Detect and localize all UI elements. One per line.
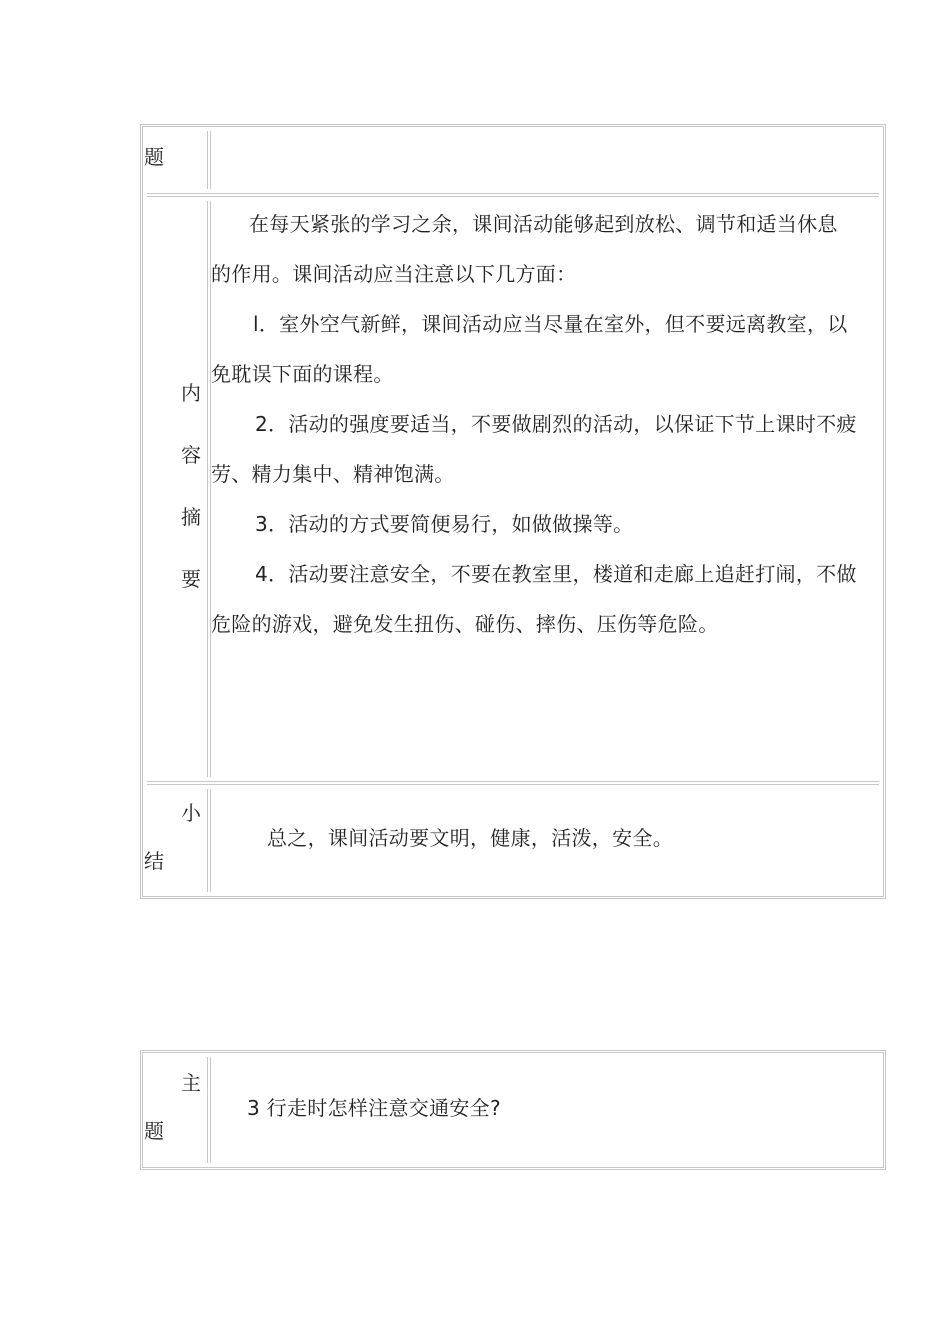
topic-label-char-2: 题 [144,1119,164,1143]
summary-text: 总之，课间活动要文明，健康，活泼，安全。 [267,826,673,850]
content-line: 4．活动要注意安全，不要在教室里，楼道和走廊上追赶打闹，不做 [255,562,857,586]
content-row [143,197,883,781]
topic-text: 3 行走时怎样注意交通安全? [247,1096,501,1120]
content-label-char-4: 要 [181,567,201,591]
table-2 [140,1050,886,1170]
content-line: 危险的游戏，避免发生扭伤、碰伤、摔伤、压伤等危险。 [211,612,719,636]
content-line: 免耽误下面的课程。 [211,362,394,386]
content-line: 3．活动的方式要简便易行，如做做操等。 [255,512,634,536]
content-label-char-3: 摘 [181,505,201,529]
title-row [143,127,883,193]
content-label-cell [143,197,209,781]
content-text-cell [211,197,883,781]
summary-label-char-1: 小 [181,801,201,825]
content-label-char-2: 容 [181,443,201,467]
topic-text-cell [211,1053,883,1167]
topic-label-char-1: 主 [181,1071,201,1095]
summary-label-char-2: 结 [144,849,164,873]
table-1 [140,124,886,899]
summary-row [143,785,883,896]
topic-row [143,1053,883,1167]
topic-label-cell [143,1053,209,1167]
title-label: 题 [144,145,164,169]
title-value-cell [211,127,883,193]
summary-label-cell [143,785,209,896]
content-line: l．室外空气新鲜，课间活动应当尽量在室外，但不要远离教室，以 [253,312,848,336]
content-line: 劳、精力集中、精神饱满。 [211,462,455,486]
content-label-char-1: 内 [181,381,201,405]
content-line: 在每天紧张的学习之余，课间活动能够起到放松、调节和适当休息 [249,212,838,236]
content-line: 的作用。课间活动应当注意以下几方面： [211,262,577,286]
title-label-cell [143,127,209,193]
content-line: 2．活动的强度要适当，不要做剧烈的活动，以保证下节上课时不疲 [255,412,857,436]
summary-text-cell [211,785,883,896]
